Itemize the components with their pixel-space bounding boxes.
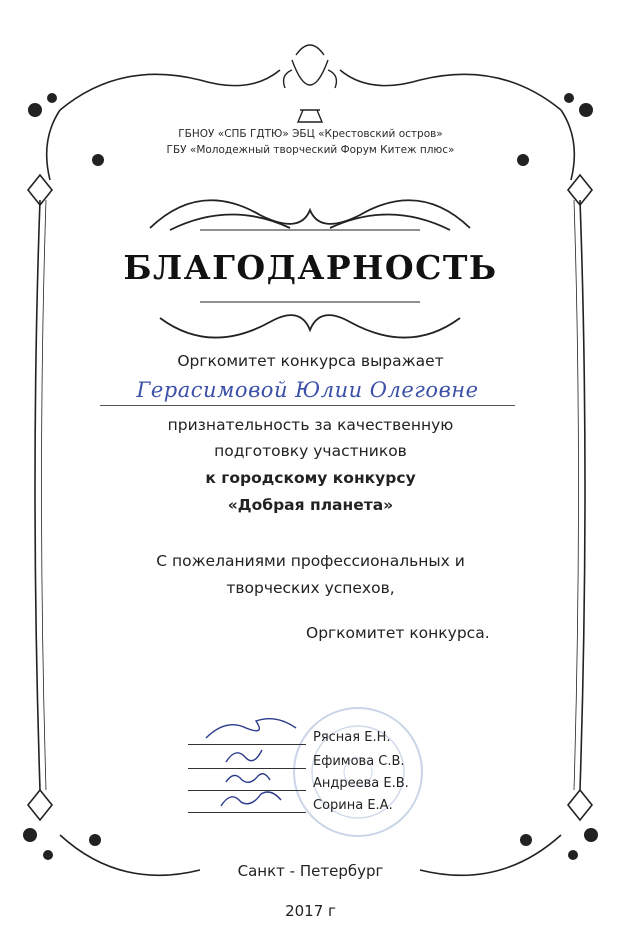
recipient-name: Герасимовой Юлии Олеговне [136, 378, 479, 402]
signature-row [188, 798, 488, 820]
signatory-name: Ефимова С.В. [313, 754, 405, 769]
certificate-title: БЛАГОДАРНОСТЬ [123, 248, 498, 287]
issuer-line-1: ГБНОУ «СПБ ГДТЮ» ЭБЦ «Крестовский остров» [178, 128, 443, 140]
signatory-name: Андреева Е.В. [313, 776, 409, 791]
signatory-name: Сорина Е.А. [313, 798, 393, 813]
signatory-name: Рясная Е.Н. [313, 730, 391, 745]
contest-name: «Добрая планета» [227, 496, 394, 514]
city: Санкт - Петербург [237, 862, 384, 880]
issuer-line-2: ГБУ «Молодежный творческий Форум Китеж плюс» [166, 144, 455, 156]
body-line-3: к городскому конкурсу [205, 469, 416, 487]
intro-text: Оргкомитет конкурса выражает [177, 352, 444, 370]
closing-line-2: творческих успехов, [226, 579, 395, 597]
signature-line [188, 812, 306, 813]
closing-signature-text: Оргкомитет конкурса. [306, 624, 490, 642]
year: 2017 г [285, 902, 336, 920]
recipient-underline [100, 405, 515, 406]
handwritten-signature [196, 784, 306, 814]
body-line-2: подготовку участников [214, 442, 407, 460]
body-line-1: признательность за качественную [167, 416, 454, 434]
closing-line-1: С пожеланиями профессиональных и [156, 552, 465, 570]
